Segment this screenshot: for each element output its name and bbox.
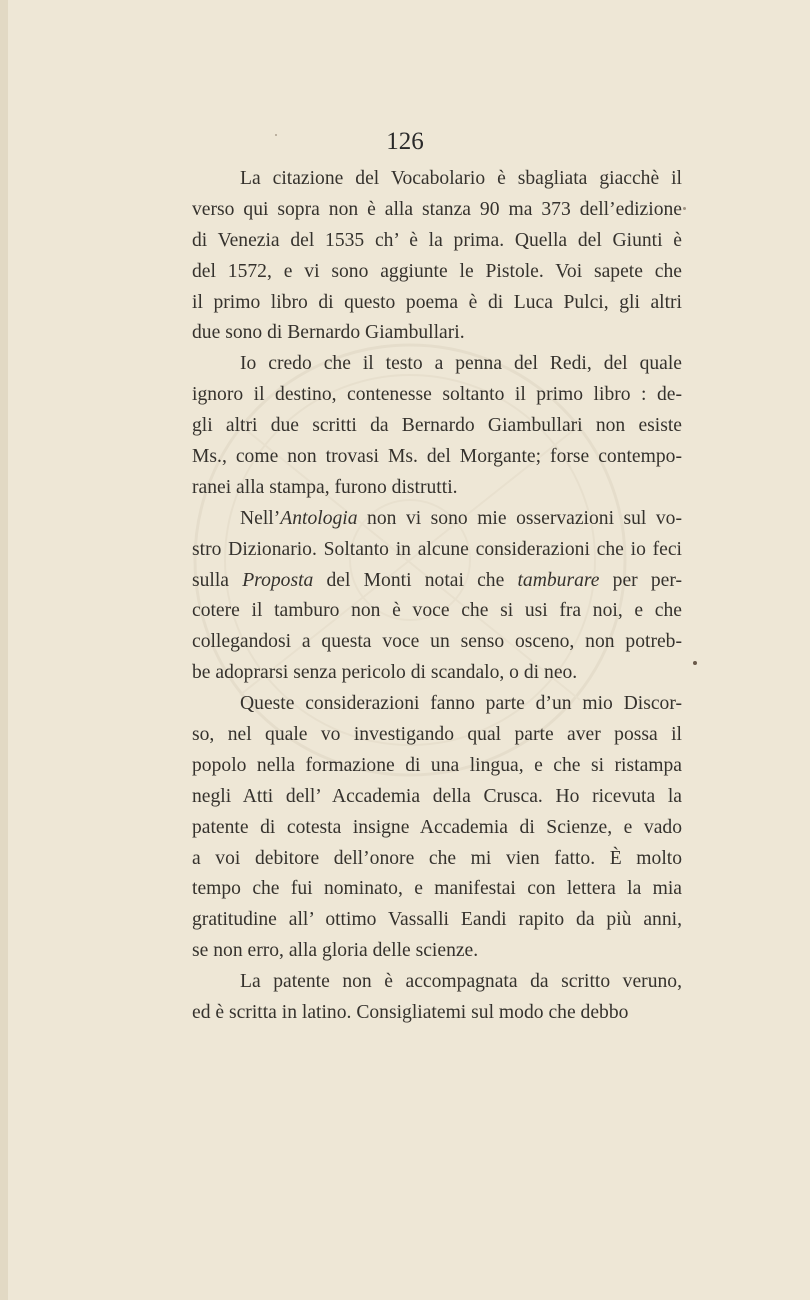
text-line <box>192 689 682 720</box>
text-segment: ed è scritta in latino. Consigliatemi sul modo che debbo <box>192 1002 629 1024</box>
paragraph <box>192 967 682 1029</box>
text-line <box>192 874 682 905</box>
text-segment: La citazione del Vocabolario è sbagliata giacchè il <box>240 168 682 189</box>
italic-text: Proposta <box>242 569 314 591</box>
text-line <box>192 720 682 751</box>
text-segment: Io credo che il testo a penna del Redi, del quale <box>240 353 682 375</box>
text-segment: tempo che fui nominato, e manifestai con lettera la mia <box>192 878 682 900</box>
text-line <box>192 442 682 473</box>
paper-speck <box>693 661 697 665</box>
page-left-edge <box>0 0 8 1300</box>
paragraph <box>192 504 682 689</box>
text-segment: patente di cotesta insigne Accademia di Scienze, e vado <box>192 816 682 838</box>
text-segment: non vi sono mie osservazioni sul vo- <box>357 507 682 529</box>
text-segment: Ms., come non trovasi Ms. del Morgante; forse contempo- <box>192 446 682 468</box>
text-segment: gli altri due scritti da Bernardo Giambullari non esiste <box>192 415 682 437</box>
text-line <box>192 411 682 442</box>
text-line <box>192 318 682 349</box>
italic-text: tamburare <box>517 569 600 591</box>
paragraph <box>192 349 682 503</box>
text-segment: del Monti notai che <box>313 569 518 591</box>
text-line <box>192 195 682 226</box>
text-segment: se non erro, alla gloria delle scienze. <box>192 940 479 962</box>
text-line <box>192 813 682 844</box>
text-segment: il primo libro di questo poema è di Luca Pulci, gli altri <box>192 291 682 313</box>
text-line <box>192 844 682 875</box>
text-line <box>192 782 682 813</box>
text-line <box>192 658 682 689</box>
text-line <box>192 473 682 504</box>
paper-speck <box>683 207 686 210</box>
italic-text: Antologia <box>280 507 358 529</box>
text-line <box>192 164 682 195</box>
text-segment: Nell’ <box>240 507 281 529</box>
text-segment: so, nel quale vo investigando qual parte aver possa il <box>192 724 682 746</box>
text-line <box>192 936 682 967</box>
text-line <box>192 226 682 257</box>
text-line <box>192 535 682 566</box>
text-line <box>192 257 682 288</box>
text-segment: collegandosi a questa voce un senso osceno, non potreb- <box>192 631 682 653</box>
body-text <box>192 164 682 1029</box>
text-segment: per per- <box>599 569 683 591</box>
text-segment: be adoprarsi senza pericolo di scandalo, o di neo. <box>192 662 578 684</box>
text-line <box>192 596 682 627</box>
text-line <box>192 349 682 380</box>
text-segment: stro Dizionario. Soltanto in alcune considerazioni che io feci <box>192 538 682 560</box>
paragraph <box>192 164 682 349</box>
text-line <box>192 751 682 782</box>
text-line <box>192 998 682 1029</box>
text-segment: ranei alla stampa, furono distrutti. <box>192 476 458 498</box>
text-line <box>192 504 682 535</box>
text-segment: verso qui sopra non è alla stanza 90 ma 373 dell’edizione <box>192 198 682 220</box>
text-segment: di Venezia del 1535 ch’ è la prima. Quella del Giunti è <box>192 229 682 251</box>
text-segment: due sono di Bernardo Giambullari. <box>192 322 465 344</box>
text-segment: La patente non è accompagnata da scritto veruno, <box>240 971 682 993</box>
text-line <box>192 380 682 411</box>
text-line <box>192 288 682 319</box>
text-segment: sulla <box>192 569 243 591</box>
text-segment: a voi debitore dell’onore che mi vien fatto. È molto <box>192 847 682 869</box>
page-number: 126 <box>386 128 424 155</box>
text-line <box>192 627 682 658</box>
text-segment: gratitudine all’ ottimo Vassalli Eandi rapito da più anni, <box>192 909 682 931</box>
text-segment: ignoro il destino, contenesse soltanto il primo libro : de- <box>192 384 682 406</box>
text-segment: negli Atti dell’ Accademia della Crusca. Ho ricevuta la <box>192 785 682 807</box>
text-segment: cotere il tamburo non è voce che si usi fra noi, e che <box>192 600 682 622</box>
text-line <box>192 566 682 597</box>
text-segment: Queste considerazioni fanno parte d’un mio Discor- <box>240 693 682 715</box>
text-segment: del 1572, e vi sono aggiunte le Pistole. Voi sapete che <box>192 260 682 282</box>
paragraph <box>192 689 682 967</box>
text-segment: popolo nella formazione di una lingua, e che si ristampa <box>192 754 682 776</box>
text-line <box>192 905 682 936</box>
text-line <box>192 967 682 998</box>
